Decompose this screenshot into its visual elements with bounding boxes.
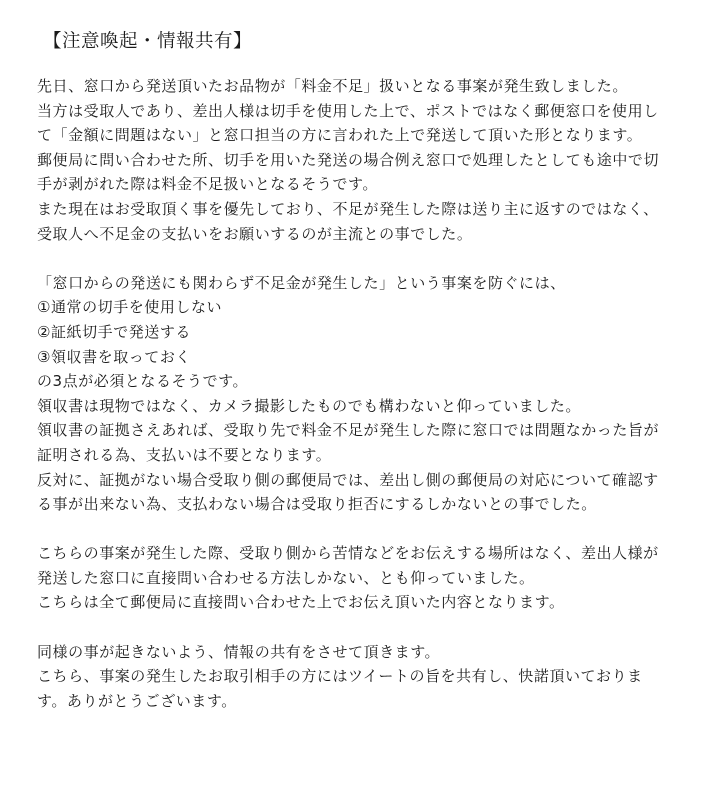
text-line: 領収書は現物ではなく、カメラ撮影したものでも構わないと仰っていました。 [37,396,581,415]
text-line: こちらは全て郵便局に直接問い合わせた上でお伝え頂いた内容となります。 [37,593,565,612]
text-line: て「金額に問題はない」と窓口担当の方に言われた上で発送して頂いた形となります。 [37,126,643,145]
text-line: 当方は受取人であり、差出人様は切手を使用した上で、ポストではなく郵便窓口を使用し [37,101,659,120]
text-line: ①通常の切手を使用しない [37,298,223,317]
text-line: 証明される為、支払いは不要となります。 [37,445,332,464]
document-title: 【注意喚起・情報共有】 [43,31,253,52]
text-line: ②証紙切手で発送する [37,322,191,341]
text-line: こちら、事案の発生したお取引相手の方にはツイートの旨を共有し、快諾頂いておりま [37,667,643,686]
text-line: 「窓口からの発送にも関わらず不足金が発生した」という事案を防ぐには、 [37,273,566,292]
blank-line [37,246,709,271]
text-line: また現在はお受取頂く事を優先しており、不足が発生した際は送り主に返すのではなく、 [37,199,659,218]
blank-line [37,517,709,542]
text-line: 反対に、証拠がない場合受取り側の郵便局では、差出し側の郵便局の対応について確認す [37,470,659,489]
text-line: 同様の事が起きないよう、情報の共有をさせて頂きます。 [37,642,441,661]
text-line: の3点が必須となるそうです。 [37,372,249,391]
blank-line [37,615,709,640]
text-line: こちらの事案が発生した際、受取り側から苦情などをお伝えする場所はなく、差出人様が [37,544,659,563]
text-line: 郵便局に問い合わせた所、切手を用いた発送の場合例え窓口で処理したとしても途中で切 [37,150,660,169]
text-line: ③領収書を取っておく [37,347,191,366]
text-line: 領収書の証拠さえあれば、受取り先で料金不足が発生した際に窓口では問題なかった旨が [37,421,660,440]
text-line: 先日、窓口から発送頂いたお品物が「料金不足」扱いとなる事案が発生致しました。 [37,77,628,95]
text-line: る事が出来ない為、支払わない場合は受取り拒否にするしかないとの事でした。 [37,495,597,514]
text-line: 受取人へ不足金の支払いをお願いするのが主流との事でした。 [37,224,473,243]
document-body [37,74,709,713]
text-line: 手が剥がれた際は料金不足扱いとなるそうです。 [37,175,378,194]
text-line: す。ありがとうございます。 [37,691,237,710]
text-line: 発送した窓口に直接問い合わせる方法しかない、とも仰っていました。 [37,568,535,587]
